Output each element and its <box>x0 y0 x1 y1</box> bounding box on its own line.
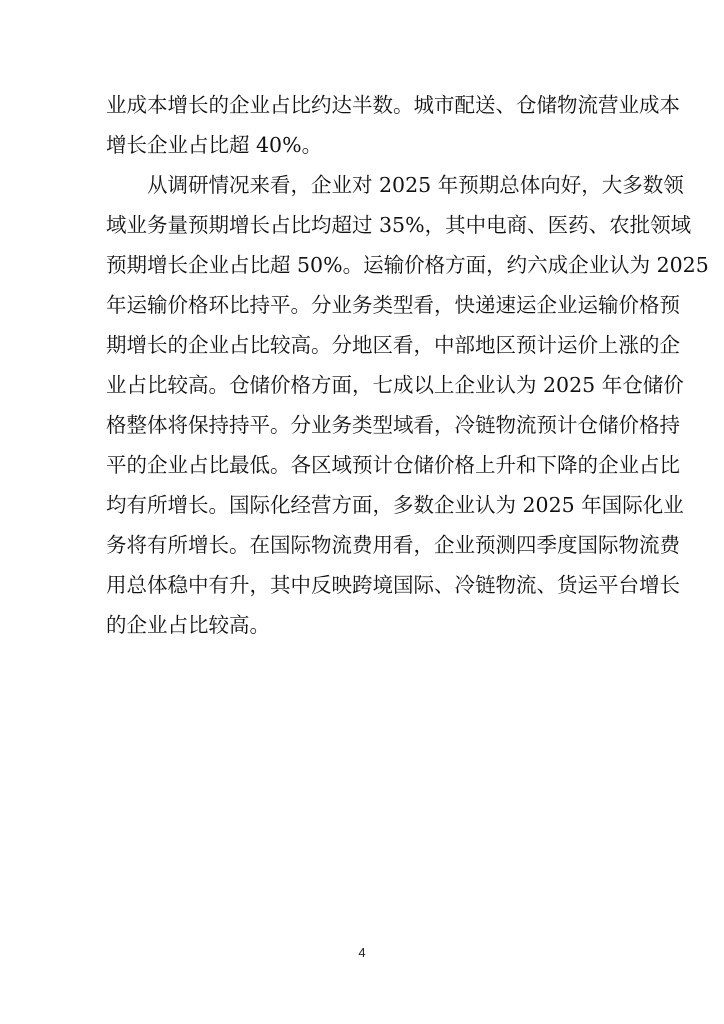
text-line: 业占比较高。仓储价格方面，七成以上企业认为 2025 年仓储价 <box>106 373 684 397</box>
text-line: 业成本增长的企业占比约达半数。城市配送、仓储物流营业成本 <box>106 93 680 117</box>
text-line: 均有所增长。国际化经营方面，多数企业认为 2025 年国际化业 <box>106 493 684 517</box>
text-line: 期增长的企业占比较高。分地区看，中部地区预计运价上涨的企 <box>106 333 680 357</box>
text-line: 格整体将保持持平。分业务类型域看，冷链物流预计仓储价格持 <box>106 413 680 437</box>
text-line: 预期增长企业占比超 50%。运输价格方面，约六成企业认为 2025 <box>106 253 709 277</box>
text-line: 平的企业占比最低。各区域预计仓储价格上升和下降的企业占比 <box>106 453 680 477</box>
text-line: 增长企业占比超 40%。 <box>106 133 323 157</box>
text-line: 年运输价格环比持平。分业务类型看，快递速运企业运输价格预 <box>106 293 680 317</box>
text-line: 的企业占比较高。 <box>106 613 270 637</box>
text-line: 用总体稳中有升，其中反映跨境国际、冷链物流、货运平台增长 <box>106 573 680 597</box>
text-line: 务将有所增长。在国际物流费用看，企业预测四季度国际物流费 <box>106 533 680 557</box>
text-line: 从调研情况来看，企业对 2025 年预期总体向好，大多数领 <box>106 173 684 197</box>
page-number: 4 <box>358 945 366 960</box>
text-line: 域业务量预期增长占比均超过 35%，其中电商、医药、农批领域 <box>106 213 692 237</box>
